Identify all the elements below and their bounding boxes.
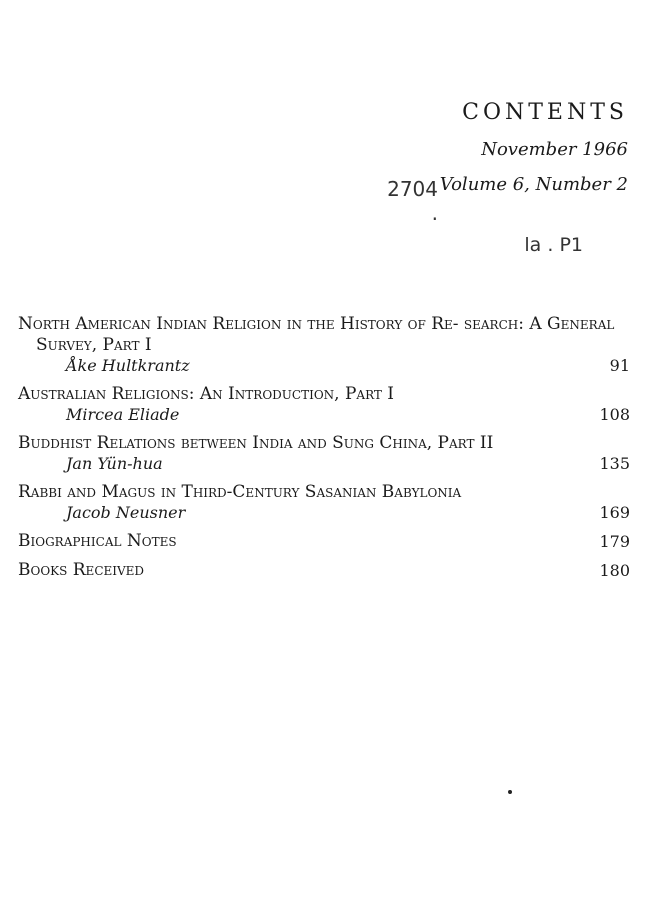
article-title: Buddhist Relations between India and Sung China, Part II <box>18 433 494 453</box>
toc-entry <box>18 482 630 523</box>
section-title: Books Received <box>18 560 145 580</box>
volume-number: Volume 6, Number 2 <box>439 174 628 195</box>
toc-entry <box>18 560 630 581</box>
article-title: Rabbi and Magus in Third-Century Sasanian Babylonia <box>18 482 462 502</box>
article-title: Australian Religions: An Introduction, Part I <box>18 384 395 404</box>
toc-entry <box>18 314 630 376</box>
issue-date-text: November 1966 <box>481 139 628 160</box>
article-author: Jacob Neusner <box>66 503 186 522</box>
contents-header <box>387 100 628 256</box>
toc-entry <box>18 433 630 474</box>
table-of-contents <box>18 314 630 589</box>
page-number: 179 <box>599 532 630 551</box>
section-title: Biographical Notes <box>18 531 177 551</box>
article-author: Mircea Eliade <box>66 405 180 424</box>
page-number: 169 <box>599 503 630 522</box>
page-number: 91 <box>609 356 630 375</box>
handwritten-annotation-2: la . P1 <box>524 234 583 256</box>
article-title: North American Indian Religion in the History of Re- search: A General Survey, Part I <box>18 314 615 355</box>
toc-entry <box>18 384 630 425</box>
handwritten-annotation: 2704 . <box>387 177 438 225</box>
article-author: Åke Hultkrantz <box>66 356 190 375</box>
page-number: 180 <box>599 561 630 580</box>
page-title: CONTENTS <box>462 100 628 125</box>
page-number: 135 <box>599 454 630 473</box>
article-author: Jan Yün-hua <box>66 454 163 473</box>
page-number: 108 <box>599 405 630 424</box>
print-speck <box>508 790 512 794</box>
toc-entry <box>18 531 630 552</box>
